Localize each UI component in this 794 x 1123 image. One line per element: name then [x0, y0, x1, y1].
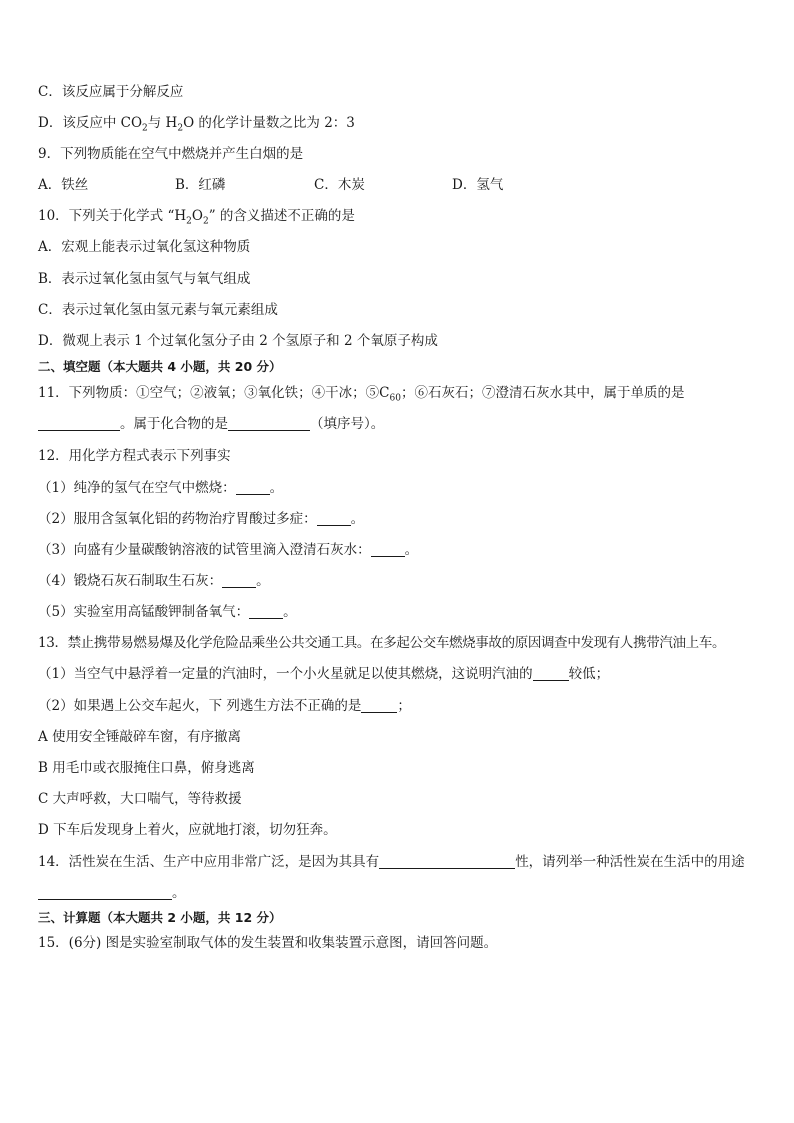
q12-item-5-text: （5）实验室用高锰酸钾制备氧气： — [38, 604, 250, 620]
q13-stem-text: 13．禁止携带易燃易爆及化学危险品乘坐公共交通工具。在多起公交车燃烧事故的原因调查中发现有人携带汽油上车。 — [38, 635, 726, 651]
q12-stem-text: 12．用化学方程式表示下列事实 — [38, 448, 231, 464]
q14-stem — [38, 853, 774, 871]
section-2-title-text: 二、填空题（本大题共 4 小题，共 20 分） — [38, 359, 282, 374]
q12-item-2 — [38, 510, 774, 528]
q13-sub-1 — [38, 665, 774, 683]
q10-option-d — [38, 332, 774, 350]
q9-option-c: C．木炭 — [314, 177, 365, 193]
q10-option-a-text: A．宏观上能表示过氧化氢这种物质 — [38, 239, 251, 255]
q13-option-c-text: C 大声呼救，大口喘气，等待救援 — [38, 791, 242, 807]
section-3-title — [38, 909, 774, 927]
q12-item-4 — [38, 572, 774, 590]
q10-option-c — [38, 301, 774, 319]
q12-item-5-end: 。 — [283, 604, 297, 620]
q11-stem — [38, 384, 774, 402]
q13-option-d-text: D 下车后发现身上着火，应就地打滚，切勿狂奔。 — [38, 822, 337, 838]
q9-stem-text: 9．下列物质能在空气中燃烧并产生白烟的是 — [38, 146, 304, 162]
q12-item-1-blank[interactable] — [236, 480, 270, 495]
q14-line-2 — [38, 884, 774, 902]
q13-sub-1-blank[interactable] — [533, 666, 569, 681]
q13-sub-2-end: ； — [397, 698, 411, 714]
q13-option-c — [38, 790, 774, 808]
q10-option-d-text: D．微观上表示 1 个过氧化氢分子由 2 个氢原子和 2 个氧原子构成 — [38, 333, 438, 349]
q13-option-b — [38, 759, 774, 777]
q14-property-blank[interactable] — [379, 854, 515, 869]
q8-option-c — [38, 83, 774, 101]
q12-item-3-blank[interactable] — [371, 542, 405, 557]
q10-stem-part1: 10．下列关于化学式 “H — [38, 208, 187, 224]
q11-elements-blank[interactable] — [38, 416, 120, 431]
q9-option-d: D．氢气 — [452, 177, 504, 193]
q13-sub-1-end: 较低； — [568, 666, 610, 682]
q12-item-2-blank[interactable] — [317, 511, 351, 526]
q15-stem — [38, 934, 774, 952]
q8-option-d — [38, 114, 774, 132]
q13-sub-1-text: （1）当空气中悬浮着一定量的汽油时，一个小火星就足以使其燃烧，这说明汽油的 — [38, 666, 533, 682]
q8-h2o-subscript: 2 — [177, 123, 184, 134]
q12-item-5-blank[interactable] — [249, 604, 283, 619]
q12-item-1-text: （1）纯净的氢气在空气中燃烧： — [38, 480, 236, 496]
q11-stem-part2: ；⑥石灰石；⑦澄清石灰水其中，属于单质的是 — [400, 385, 685, 401]
q9-option-b: B．红磷 — [175, 177, 226, 193]
q12-item-3-text: （3）向盛有少量碳酸钠溶液的试管里滴入澄清石灰水： — [38, 542, 371, 558]
q10-stem-part2: O — [191, 208, 203, 224]
q14-use-blank[interactable] — [38, 885, 172, 900]
q10-stem — [38, 207, 774, 225]
q12-item-3-end: 。 — [404, 542, 419, 558]
q8-option-d-part3: O 的化学计量数之比为 2：3 — [183, 115, 355, 131]
q10-subscript-1: 2 — [186, 216, 192, 227]
q12-item-2-end: 。 — [350, 511, 365, 527]
q12-item-5 — [38, 603, 774, 621]
q10-option-c-text: C．表示过氧化氢由氢元素与氧元素组成 — [38, 302, 278, 318]
q10-option-b-text: B．表示过氧化氢由氢气与氧气组成 — [38, 271, 251, 287]
q13-stem — [38, 634, 784, 652]
q12-item-4-blank[interactable] — [222, 573, 256, 588]
q12-item-1 — [38, 479, 774, 497]
q14-stem-part1: 14．活性炭在生活、生产中应用非常广泛，是因为其具有 — [38, 854, 380, 870]
q11-compounds-blank[interactable] — [228, 416, 310, 431]
q12-item-1-end: 。 — [269, 480, 284, 496]
q13-option-a — [38, 728, 774, 746]
q10-option-b — [38, 270, 774, 288]
q14-line-2-end: 。 — [172, 885, 186, 901]
q9-stem — [38, 145, 774, 163]
q15-stem-text: 15．(6分) 图是实验室制取气体的发生装置和收集装置示意图，请回答问题。 — [38, 935, 498, 951]
section-3-title-text: 三、计算题（本大题共 2 小题，共 12 分） — [38, 910, 282, 925]
q13-sub-2 — [38, 697, 774, 715]
q12-item-3 — [38, 541, 774, 559]
q11-stem-part1: 11．下列物质：①空气；②液氧；③氧化铁；④干冰；⑤C — [38, 385, 390, 401]
q10-option-a — [38, 238, 774, 256]
q10-subscript-2: 2 — [202, 216, 209, 227]
q11-c60-subscript: 60 — [389, 393, 401, 404]
q8-option-c-text: C．该反应属于分解反应 — [38, 84, 184, 100]
q13-option-d — [38, 821, 774, 839]
q12-item-2-text: （2）服用含氢氧化铝的药物治疗胃酸过多症： — [38, 511, 317, 527]
q12-stem — [38, 447, 774, 465]
q13-sub-2-blank[interactable] — [361, 698, 397, 713]
q8-co2-subscript: 2 — [142, 123, 148, 134]
q13-option-b-text: B 用毛巾或衣服掩住口鼻，俯身逃离 — [38, 760, 255, 776]
q9-option-a: A．铁丝 — [38, 177, 89, 193]
q13-option-a-text: A 使用安全锤敲碎车窗，有序撤离 — [38, 729, 242, 745]
q14-stem-part2: 性，请列举一种活性炭在生活中的用途 — [515, 854, 745, 870]
q10-stem-part3: ” 的含义描述不正确的是 — [208, 208, 355, 224]
q13-sub-2-text: （2）如果遇上公交车起火，下 列逃生方法不正确的是 — [38, 698, 362, 714]
q8-option-d-part2: 与 H — [147, 115, 178, 131]
q8-option-d-part1: D．该反应中 CO — [38, 115, 143, 131]
q11-line-2-mid: 。属于化合物的是 — [120, 416, 228, 432]
q12-item-4-text: （4）锻烧石灰石制取生石灰： — [38, 573, 223, 589]
q11-line-2 — [38, 415, 774, 433]
q11-line-2-end: （填序号）。 — [310, 416, 385, 432]
q12-item-4-end: 。 — [256, 573, 270, 589]
section-2-title — [38, 358, 774, 376]
